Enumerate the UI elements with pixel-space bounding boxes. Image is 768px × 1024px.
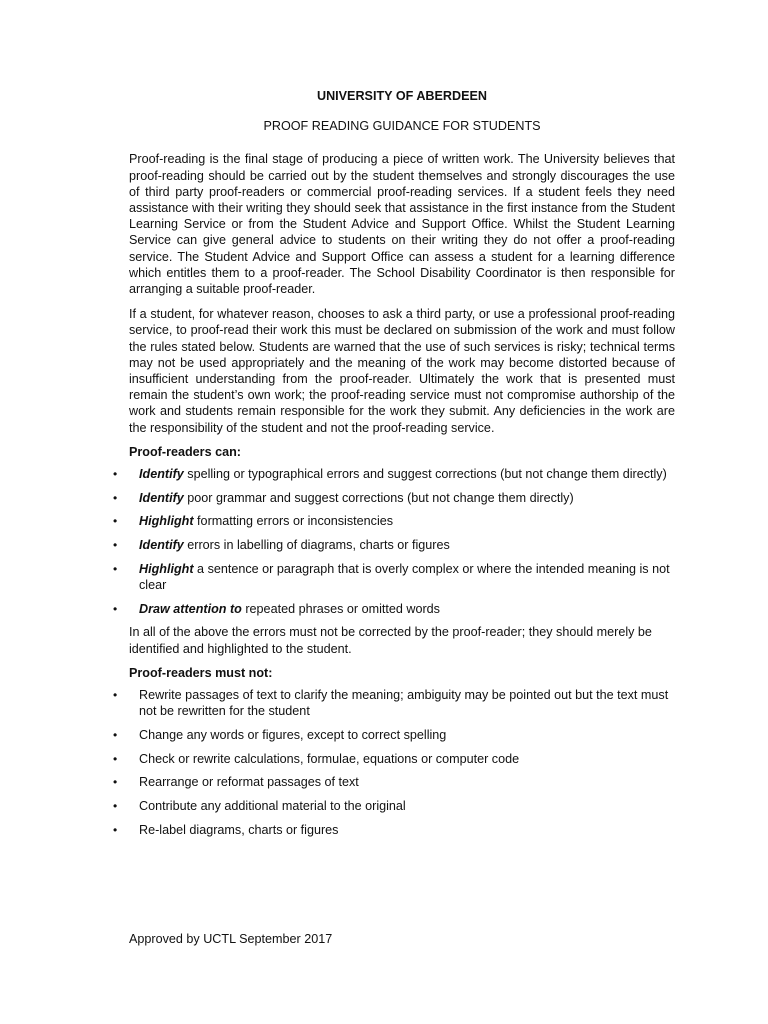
list-item — [113, 774, 675, 790]
bullet-icon: • — [113, 538, 118, 553]
can-heading: Proof-readers can: — [129, 444, 241, 459]
list-item — [113, 687, 675, 719]
list-item-text: Re-label diagrams, charts or figures — [139, 822, 339, 837]
document-title: UNIVERSITY OF ABERDEEN — [316, 89, 488, 103]
list-item — [113, 822, 675, 838]
list-item-text: Rewrite passages of text to clarify the meaning; ambiguity may be pointed out but the text must not be rewritten for the student — [139, 688, 669, 719]
can-list — [113, 466, 675, 617]
list-item — [113, 490, 675, 506]
list-item — [113, 537, 675, 553]
list-item-text: Rearrange or reformat passages of text — [139, 775, 359, 790]
list-item — [113, 751, 675, 767]
bullet-icon: • — [113, 688, 118, 703]
list-item-text: Contribute any additional material to the original — [139, 799, 406, 814]
list-item — [113, 466, 675, 482]
list-item-text: errors in labelling of diagrams, charts or figures — [183, 538, 450, 553]
list-item — [113, 561, 675, 593]
bullet-icon: • — [113, 775, 118, 790]
approval-footer: Approved by UCTL September 2017 — [129, 932, 333, 946]
bullet-icon: • — [113, 751, 118, 766]
list-item-verb: Highlight — [139, 561, 194, 576]
bullet-icon: • — [113, 601, 118, 616]
list-item-verb: Draw attention to — [139, 601, 242, 616]
list-item — [113, 601, 675, 617]
list-item — [113, 727, 675, 743]
mustnot-heading: Proof-readers must not: — [129, 665, 273, 680]
list-item-text: repeated phrases or omitted words — [241, 601, 440, 616]
document-body — [113, 88, 675, 846]
list-item-text: formatting errors or inconsistencies — [193, 514, 394, 529]
list-item-verb: Identify — [139, 490, 184, 505]
bullet-icon: • — [113, 561, 118, 576]
list-item-text: Check or rewrite calculations, formulae, equations or computer code — [139, 751, 520, 766]
bullet-icon: • — [113, 822, 118, 837]
list-item-text: poor grammar and suggest corrections (but not change them directly) — [183, 490, 574, 505]
bullet-icon: • — [113, 728, 118, 742]
list-item-verb: Highlight — [139, 514, 194, 529]
list-item-text: spelling or typographical errors and suggest corrections (but not change them directly) — [183, 467, 667, 482]
bullet-icon: • — [113, 490, 118, 505]
bullet-icon: • — [113, 799, 118, 814]
list-item — [113, 798, 675, 814]
document-subtitle: PROOF READING GUIDANCE FOR STUDENTS — [263, 119, 541, 134]
paragraph-third-party: If a student, for whatever reason, chooses to ask a third party, or use a professional proof-reading service, to proof-read their work this must be declared on submission of the work and must follow the rules stated below. Students are warned that the use of such services is risky; technical terms may not be used appropriately and the meaning of the work may become distorted because of insufficient understanding from the proof-reader. Ultimately the work that is presented must remain the student’s own work; the proof-reading service must not compromise authorship of the work and students remain responsible for the work they submit. Any deficiencies in the work are the responsibility of the student and not the proof-reading service. — [129, 307, 675, 435]
list-item-text: a sentence or paragraph that is overly complex or where the intended meaning is not clear — [139, 561, 670, 593]
bullet-icon: • — [113, 467, 118, 482]
can-note: In all of the above the errors must not be corrected by the proof-reader; they should merely be identified and highlighted to the student. — [129, 625, 652, 656]
mustnot-list — [113, 687, 675, 838]
list-item-verb: Identify — [139, 467, 184, 482]
paragraph-intro: Proof-reading is the final stage of producing a piece of written work. The University believes that proof-reading should be carried out by the student themselves and strongly discourages the use of third party proof-readers or commercial proof-reading services. If a student feels they need assistance with their writing they should seek that assistance in the first instance from the Student Learning Service or from the Student Advice and Support Office. Whilst the Student Learning Service can give general advice to students on their writing they do not offer a proof-reading service. The Student Advice and Support Office can assess a student for a learning difference which entitles them to a proof-reader. The School Disability Coordinator is then responsible for arranging a suitable proof-reader. — [129, 152, 675, 297]
list-item-text: Change any words or figures, except to correct spelling — [139, 728, 447, 742]
list-item — [113, 513, 675, 529]
bullet-icon: • — [113, 514, 118, 529]
list-item-verb: Identify — [139, 538, 184, 553]
